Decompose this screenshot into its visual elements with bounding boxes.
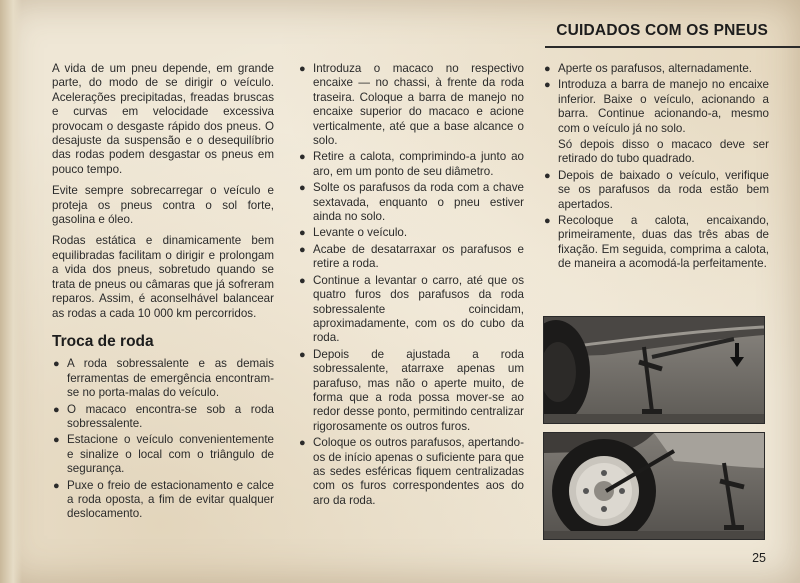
paragraph: A vida de um pneu depende, em grande parte, do modo de se dirigir o veículo. Acelerações precipitadas, freadas bruscas e curvas em velocidade excessiva provocam o desgaste rápido dos pneus. O desajuste da suspensão e o desequilíbrio das rodas podem desgastar os pneus em pouco tempo. <box>52 62 274 176</box>
list-item-text: Levante o veículo. <box>313 226 408 240</box>
list-item <box>298 436 524 508</box>
list-item <box>298 226 524 240</box>
list-item-text: Depois de baixado o veículo, verifique se os parafusos da roda estão bem apertados. <box>558 168 769 211</box>
page-binding-edge <box>0 0 22 583</box>
list-item-text: Coloque os outros parafusos, apertando-os de início apenas o suficiente para que as sedes esféricas fiquem centralizadas com os furos correspondentes aos do aro da roda. <box>313 436 524 507</box>
list-item <box>543 62 769 76</box>
list-item-text: O macaco encontra-se sob a roda sobressalente. <box>67 402 274 430</box>
list-item <box>52 433 274 476</box>
jack-lifting-photo <box>543 316 765 424</box>
list-item <box>298 181 524 224</box>
list-item-text: Puxe o freio de estacionamento e calce a roda oposta, a fim de evitar qualquer deslocamento. <box>67 478 274 521</box>
list-item-text: Depois de ajustada a roda sobressalente, atarraxe apenas um parafuso, mas não o aperte muito, de forma que a roda possa mover-se ao redor desse ponto, permitindo centralizar rigorosamente os outros furos. <box>313 347 524 433</box>
list-item-text: Introduza o macaco no respectivo encaixe — no chassi, à frente da roda traseira. Coloque a barra de manejo no encaixe superior do macaco e acione verticalmente, até que a base alcance o solo. <box>313 62 524 148</box>
list-item <box>298 274 524 346</box>
list-item-text: Aperte os parafusos, alternadamente. <box>558 62 752 75</box>
bullet-dot-icon: ● <box>299 243 306 256</box>
column-3 <box>543 62 769 274</box>
list-item-text: Introduza a barra de manejo no encaixe inferior. Baixe o veículo, acionando a barra. Continue acionando-a, mesmo com o veículo já no solo. <box>558 78 769 135</box>
bullet-dot-icon: ● <box>299 437 306 450</box>
list-item <box>543 169 769 212</box>
list-item-text: Retire a calota, comprimindo-a junto ao aro, em um ponto de seu diâmetro. <box>313 150 524 178</box>
list-item-text: Solte os parafusos da roda com a chave sextavada, enquanto o pneu estiver ainda no solo. <box>313 181 524 224</box>
bullet-dot-icon: ● <box>544 215 551 228</box>
list-item <box>298 348 524 434</box>
bullet-dot-icon: ● <box>544 169 551 182</box>
bullet-dot-icon: ● <box>544 63 551 75</box>
bullet-list <box>52 357 274 521</box>
bullet-list <box>543 62 769 272</box>
paragraph: Rodas estática e dinamicamente bem equilibradas facilitam o dirigir e prolongam a vida dos pneus, sobretudo quando se trata de pneus ou câmaras que já sofreram reparos. Assim, é aconselhável balancear as rodas a cada 10 000 km percorridos. <box>52 234 274 320</box>
list-item-text: Estacione o veículo convenientemente e sinalize o local com o triângulo de segurança. <box>67 433 274 476</box>
header-rule <box>545 46 800 48</box>
bullet-dot-icon: ● <box>299 63 306 75</box>
bullet-dot-icon: ● <box>299 182 306 195</box>
paragraph: Evite sempre sobrecarregar o veículo e proteja os pneus contra o sol forte, gasolina e óleo. <box>52 184 274 227</box>
bullet-dot-icon: ● <box>53 479 60 492</box>
list-item-text: Acabe de desatarraxar os parafusos e retire a roda. <box>313 242 524 271</box>
bullet-dot-icon: ● <box>544 79 551 92</box>
column-1 <box>52 62 274 524</box>
page-number: 25 <box>752 551 766 565</box>
bullet-dot-icon: ● <box>53 403 60 416</box>
list-item-text: A roda sobressalente e as demais ferramentas de emergência encontram-se no porta-malas do veículo. <box>67 357 274 400</box>
list-item <box>52 403 274 432</box>
list-item-text: Recoloque a calota, encaixando, primeiramente, duas das três abas de fixação. Em seguida, comprima a calota, de maneira a acomodá-la perfeitamente. <box>558 214 769 271</box>
list-item <box>52 357 274 400</box>
note-text: Só depois disso o macaco deve ser retirado do tubo quadrado. <box>558 138 769 166</box>
list-item <box>543 78 769 136</box>
list-item <box>52 479 274 522</box>
bullet-dot-icon: ● <box>299 348 306 361</box>
bullet-dot-icon: ● <box>53 434 60 447</box>
bullet-dot-icon: ● <box>299 274 306 287</box>
wheel-wrench-photo <box>543 432 765 540</box>
list-item-text: Continue a levantar o carro, até que os quatro furos dos parafusos da roda sobressalente coincidam, aproximadamente, com os do cubo da roda. <box>313 273 524 345</box>
section-title: Troca de roda <box>52 332 154 350</box>
page-header-title: CUIDADOS COM OS PNEUS <box>556 22 768 39</box>
column-2 <box>298 62 524 510</box>
bullet-dot-icon: ● <box>299 227 306 240</box>
bullet-dot-icon: ● <box>53 358 60 371</box>
bullet-dot-icon: ● <box>299 151 306 164</box>
list-item <box>298 150 524 179</box>
list-item <box>298 62 524 148</box>
list-item <box>543 214 769 272</box>
bullet-list <box>298 62 524 508</box>
list-item <box>298 243 524 272</box>
